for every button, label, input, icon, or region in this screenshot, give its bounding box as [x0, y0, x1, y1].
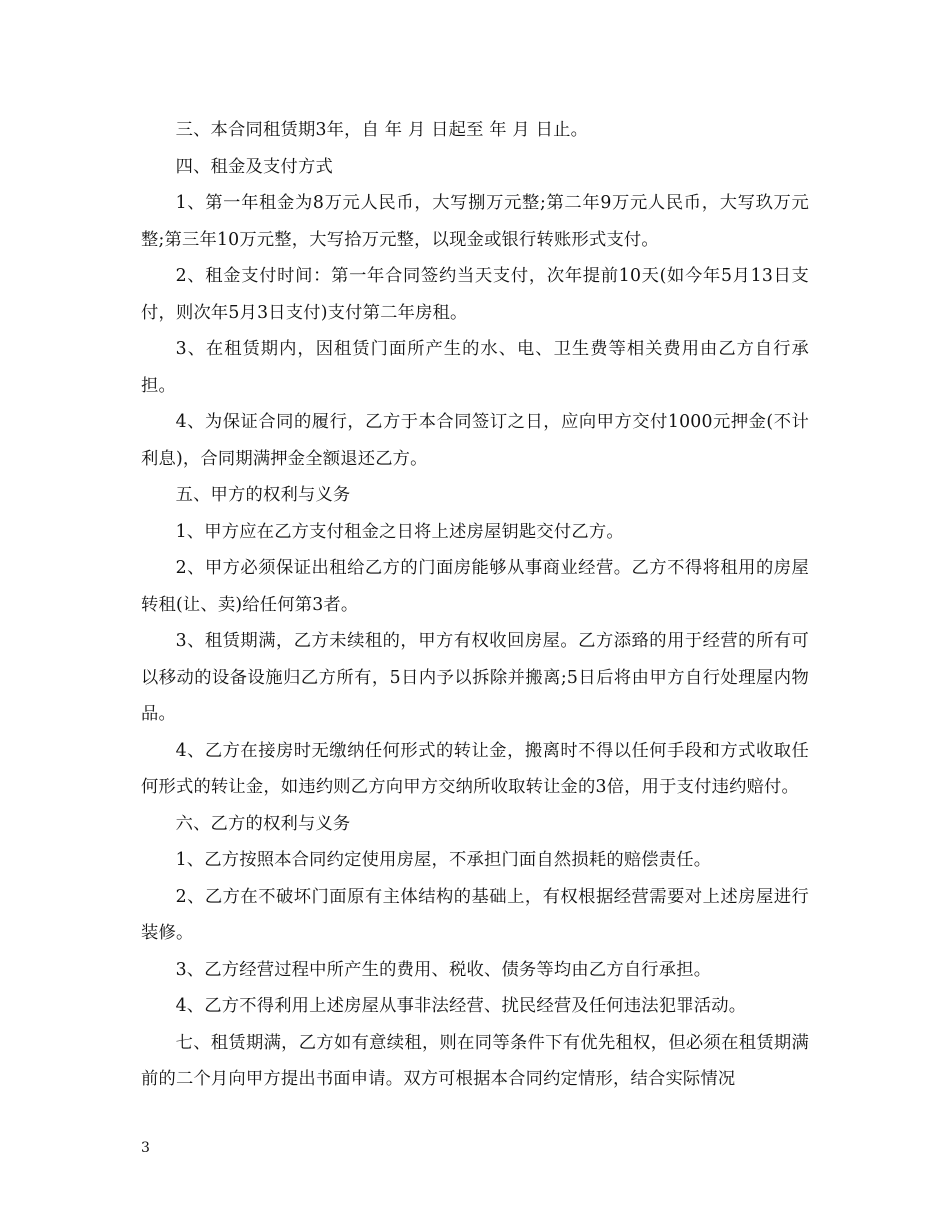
- paragraph-rent-amounts: 1、第一年租金为8万元人民币，大写捌万元整;第二年9万元人民币，大写玖万元整;第三年10万元整，大写拾万元整，以现金或银行转账形式支付。: [141, 193, 809, 250]
- paragraph-party-a-business-use: 2、甲方必须保证出租给乙方的门面房能够从事商业经营。乙方不得将租用的房屋转租(让、卖)给任何第3者。: [141, 558, 809, 615]
- heading-rent-payment: 四、租金及支付方式: [175, 156, 333, 177]
- paragraph-party-b-renovation: 2、乙方在不破坏门面原有主体结构的基础上，有权根据经营需要对上述房屋进行装修。: [141, 886, 809, 943]
- document-body: [141, 112, 809, 1098]
- heading-party-a-rights: 五、甲方的权利与义务: [175, 485, 351, 505]
- paragraph-party-b-prohibition: 4、乙方不得利用上述房屋从事非法经营、扰民经营及任何违法犯罪活动。: [175, 996, 747, 1016]
- paragraph-transfer-fee: 4、乙方在接房时无缴纳任何形式的转让金，搬离时不得以任何手段和方式收取任何形式的转让金，如违约则乙方向甲方交纳所收取转让金的3倍，用于支付违约赔付。: [141, 740, 809, 797]
- paragraph-party-b-use: 1、乙方按照本合同约定使用房屋，不承担门面自然损耗的赔偿责任。: [175, 850, 712, 870]
- paragraph-deposit: 4、为保证合同的履行，乙方于本合同签订之日，应向甲方交付1000元押金(不计利息)，合同期满押金全额退还乙方。: [141, 412, 809, 469]
- paragraph-lease-term: 三、本合同租赁期3年，自 年 月 日起至 年 月 日止。: [175, 120, 589, 140]
- page-number: 3: [141, 1140, 150, 1156]
- paragraph-utility-costs: 3、在租赁期内，因租赁门面所产生的水、电、卫生费等相关费用由乙方自行承担。: [141, 339, 809, 396]
- paragraph-renewal: 七、租赁期满，乙方如有意续租，则在同等条件下有优先租权，但必须在租赁期满前的二个月向甲方提出书面申请。双方可根据本合同约定情形，结合实际情况: [141, 1032, 809, 1089]
- heading-party-b-rights: 六、乙方的权利与义务: [175, 813, 351, 834]
- paragraph-party-b-costs: 3、乙方经营过程中所产生的费用、税收、债务等均由乙方自行承担。: [175, 959, 712, 980]
- paragraph-party-a-keys: 1、甲方应在乙方支付租金之日将上述房屋钥匙交付乙方。: [175, 521, 624, 542]
- paragraph-lease-expiry: 3、租赁期满，乙方未续租的，甲方有权收回房屋。乙方添臵的用于经营的所有可以移动的设备设施归乙方所有，5日内予以拆除并搬离;5日后将由甲方自行处理屋内物品。: [141, 631, 809, 724]
- paragraph-rent-timing: 2、租金支付时间：第一年合同签约当天支付，次年提前10天(如今年5月13日支付，则次年5月3日支付)支付第二年房租。: [141, 266, 809, 323]
